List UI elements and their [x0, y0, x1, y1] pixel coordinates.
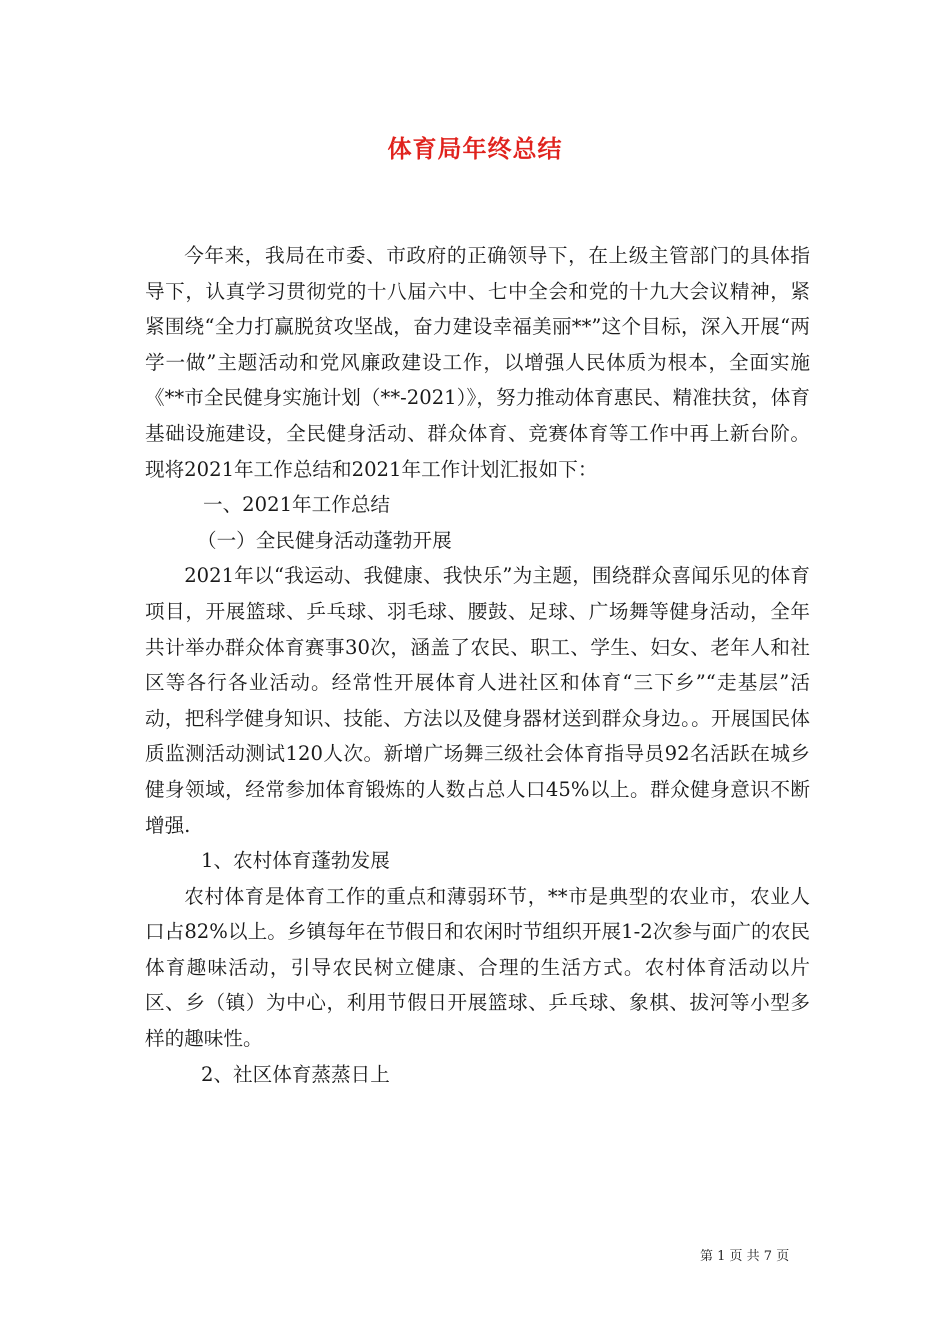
intro-paragraph: 今年来，我局在市委、市政府的正确领导下，在上级主管部门的具体指导下，认真学习贯彻党的十八届六中、七中全会和党的十九大会议精神，紧紧围绕“全力打赢脱贫攻坚战，奋力建设幸福美丽**”这个目标，深入开展“两学一做”主题活动和党风廉政建设工作，以增强人民体质为根本，全面实施《**市全民健身实施计划（**-2021）》，努力推动体育惠民、精准扶贫，体育基础设施建设，全民健身活动、群众体育、竞赛体育等工作中再上新台阶。现将2021年工作总结和2021年工作计划汇报如下：	[145, 244, 810, 481]
page-number: 第 1 页 共 7 页	[700, 1249, 790, 1264]
item-heading-rural: 1、农村体育蓬勃发展	[201, 849, 390, 873]
subsection-heading: （一）全民健身活动蓬勃开展	[197, 528, 452, 552]
fitness-paragraph: 2021年以“我运动、我健康、我快乐”为主题，围绕群众喜闻乐见的体育项目，开展篮球、乒乓球、羽毛球、腰鼓、足球、广场舞等健身活动，全年共计举办群众体育赛事30次，涵盖了农民、职工、学生、妇女、老年人和社区等各行各业活动。经常性开展体育人进社区和体育“三下乡”“走基层”活动，把科学健身知识、技能、方法以及健身器材送到群众身边。。开展国民体质监测活动测试120人次。新增广场舞三级社会体育指导员92名活跃在城乡健身领域，经常参加体育锻炼的人数占总人口45%以上。群众健身意识不断增强.	[145, 564, 810, 837]
section-heading: 一、2021年工作总结	[203, 493, 391, 517]
rural-paragraph: 农村体育是体育工作的重点和薄弱环节，**市是典型的农业市，农业人口占82%以上。乡镇每年在节假日和农闲时节组织开展1-2次参与面广的农民体育趣味活动，引导农民树立健康、合理的生活方式。农村体育活动以片区、乡（镇）为中心，利用节假日开展篮球、乒乓球、象棋、拔河等小型多样的趣味性。	[145, 884, 810, 1051]
item-heading-community: 2、社区体育蒸蒸日上	[201, 1062, 390, 1086]
document-body	[145, 238, 810, 1092]
document-title: 体育局年终总结	[387, 135, 563, 163]
